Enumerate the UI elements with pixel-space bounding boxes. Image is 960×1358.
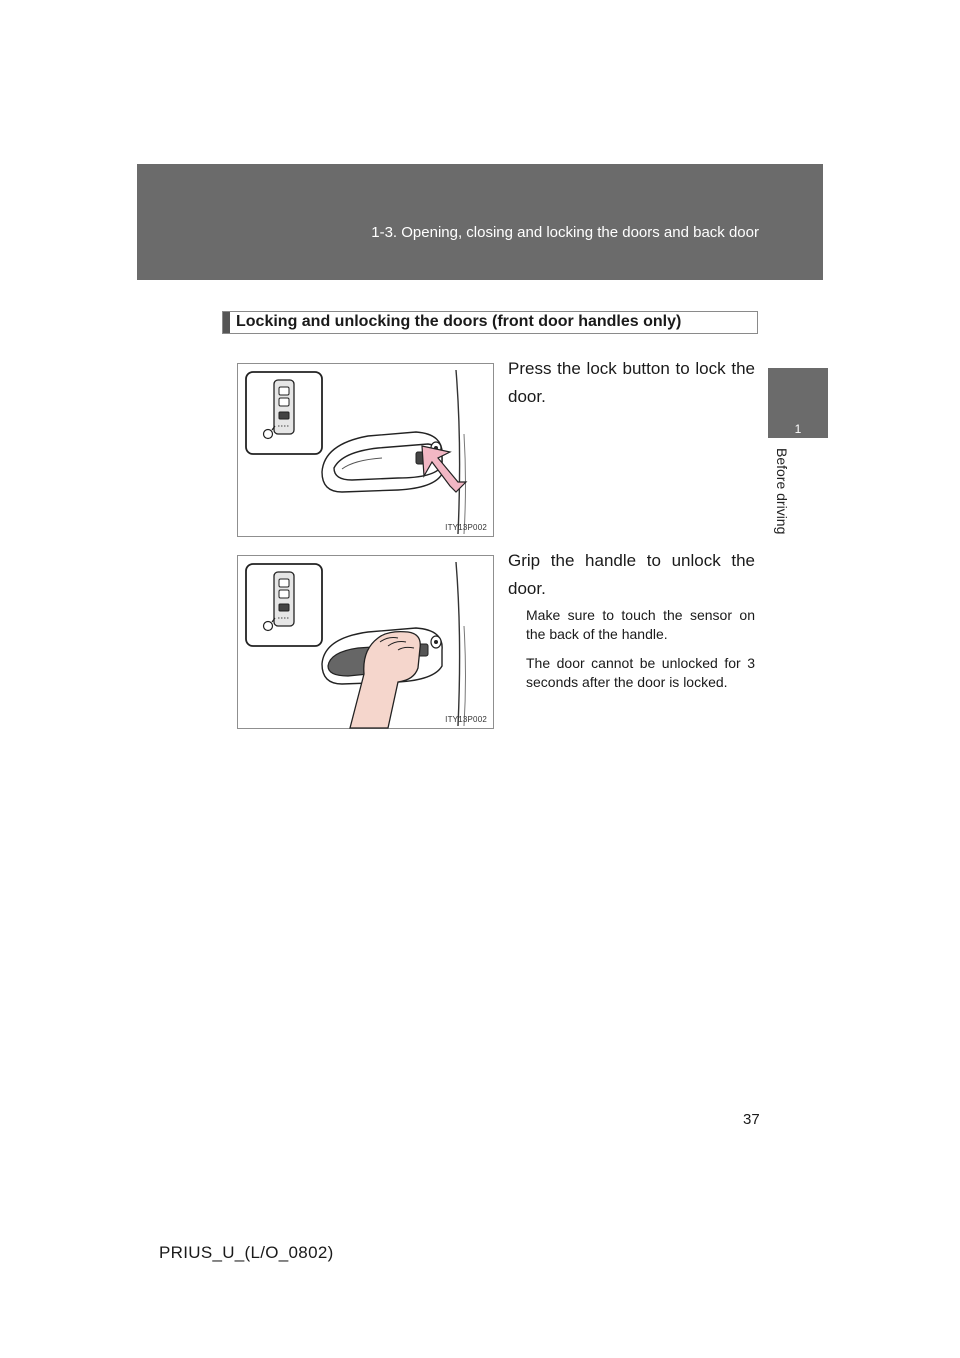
chapter-thumb-tab <box>768 368 828 438</box>
step-unlock-text: Grip the handle to unlock the door. <box>508 551 755 598</box>
section-heading-text: Locking and unlocking the doors (front door handles only) <box>236 313 682 330</box>
page-number: 37 <box>743 1111 760 1128</box>
door-handle-grip-illustration <box>238 556 495 730</box>
heading-marker <box>223 312 230 333</box>
chapter-number: 1 <box>794 422 802 436</box>
note-touch-sensor: Make sure to touch the sensor on the back of the handle. <box>526 607 755 642</box>
chapter-title: 1-3. Opening, closing and locking the doors and back door <box>371 224 759 241</box>
section-heading <box>222 311 758 334</box>
door-handle-lock-illustration <box>238 364 495 538</box>
footer-code: PRIUS_U_(L/O_0802) <box>159 1243 334 1262</box>
chapter-header <box>137 164 823 280</box>
chapter-label: Before driving <box>774 448 790 535</box>
figure-grip-handle <box>237 555 494 729</box>
figure-code: ITY13P002 <box>445 715 487 724</box>
figure-code: ITY13P002 <box>445 523 487 532</box>
step-lock-text: Press the lock button to lock the door. <box>508 359 755 406</box>
figure-lock-button <box>237 363 494 537</box>
note-unlock-delay: The door cannot be unlocked for 3 seconds after the door is locked. <box>526 655 755 690</box>
